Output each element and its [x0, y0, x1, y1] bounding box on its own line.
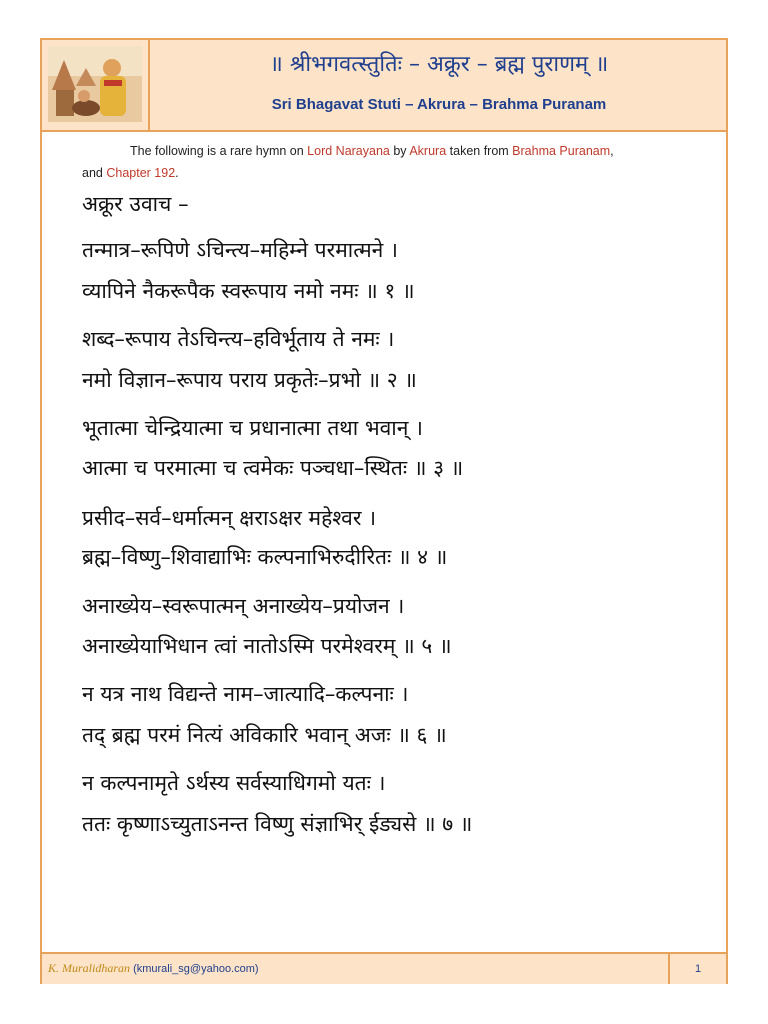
verse-line: ततः कृष्णाऽच्युताऽनन्त विष्णु संज्ञाभिर् ईड्यसे ॥ ७ ॥ [82, 812, 473, 836]
intro-paragraph [82, 140, 702, 184]
krishna-akrura-illustration-icon [48, 46, 142, 122]
verse-line: शब्द–रूपाय तेऽचिन्त्य–हविर्भूताय ते नमः । [82, 327, 395, 351]
intro-text: taken from [446, 144, 513, 158]
verse-line: प्रसीद–सर्व–धर्मात्मन् क्षराऽक्षर महेश्वर । [82, 506, 377, 530]
deity-image [42, 40, 150, 130]
page-number: 1 [668, 954, 726, 984]
intro-text: by [389, 144, 410, 158]
intro-text: , [610, 144, 614, 158]
intro-chapter: Chapter 192 [106, 166, 176, 180]
verse-line: ब्रह्म–विष्णु–शिवाद्याभिः कल्पनाभिरुदीरितः ॥ ४ ॥ [82, 545, 448, 569]
header-band [42, 40, 726, 132]
intro-akrura: Akrura [409, 144, 447, 158]
verse-line: अक्रूर उवाच – [82, 192, 189, 216]
verse-line: न कल्पनामृते ऽर्थस्य सर्वस्याधिगमो यतः । [82, 771, 386, 795]
intro-lord-narayana: Lord Narayana [307, 144, 390, 158]
verse-line: न यत्र नाथ विद्यन्ते नाम–जात्यादि–कल्पनाः । [82, 682, 409, 706]
title-english: Sri Bhagavat Stuti – Akrura – Brahma Puranam [271, 96, 607, 113]
verse-line: अनाख्येय–स्वरूपात्मन् अनाख्येय–प्रयोजन । [82, 594, 405, 618]
verse-line: तद् ब्रह्म परमं नित्यं अविकारि भवान् अजः ॥ ६ ॥ [82, 723, 447, 747]
intro-text: and [82, 166, 107, 180]
verse-line: व्यापिने नैकरूपैक स्वरूपाय नमो नमः ॥ १ ॥ [82, 279, 415, 303]
verse-line: आत्मा च परमात्मा च त्वमेकः पञ्चधा–स्थितः ॥ ३ ॥ [82, 456, 464, 480]
footer-credit [48, 961, 259, 976]
footer-band [42, 952, 726, 984]
title-sanskrit: ॥ श्रीभगवत्स्तुतिः – अक्रूर – ब्रह्म पुराणम् ॥ [269, 52, 609, 77]
author-email: (kmurali_sg@yahoo.com) [130, 963, 259, 975]
verse-line: अनाख्येयाभिधान त्वां नातोऽस्मि परमेश्वरम् ॥ ५ ॥ [82, 634, 452, 658]
author-name: K. Muralidharan [48, 961, 131, 975]
intro-text: The following is a rare hymn on [130, 144, 308, 158]
intro-brahma-puranam: Brahma Puranam [512, 144, 611, 158]
verse-line: नमो विज्ञान–रूपाय पराय प्रकृतेः–प्रभो ॥ २ ॥ [82, 368, 417, 392]
verse-line: भूतात्मा चेन्द्रियात्मा च प्रधानात्मा तथा भवान् । [82, 416, 424, 440]
verse-line: तन्मात्र–रूपिणे ऽचिन्त्य–महिम्ने परमात्मने । [82, 238, 398, 262]
page-frame [40, 38, 728, 984]
intro-text: . [175, 166, 179, 180]
